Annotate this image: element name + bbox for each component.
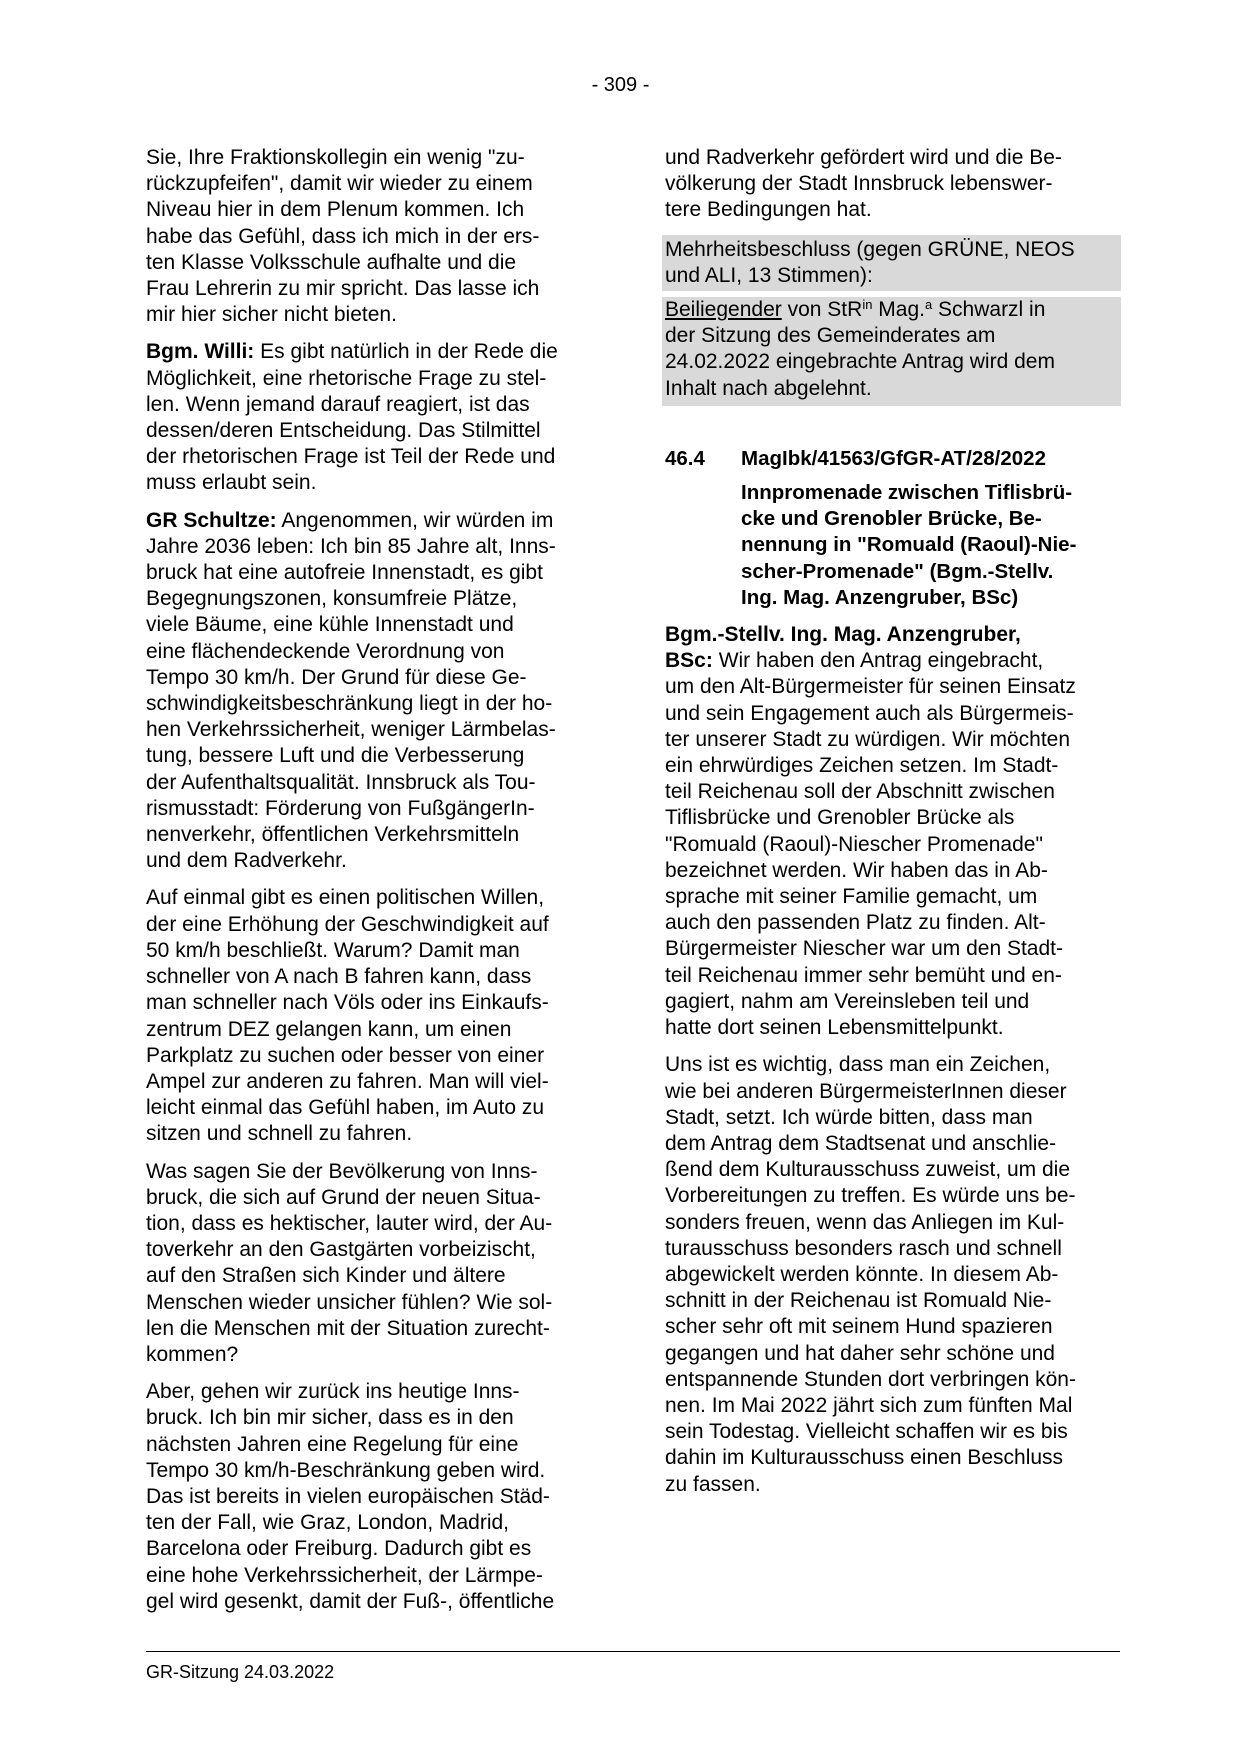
text-line: Begegnungszonen, konsumfreie Plätze, [146, 587, 518, 611]
text-line: schnitt in der Reichenau ist Romuald Nie- [665, 1289, 1052, 1313]
text-line: zu fassen. [665, 1472, 761, 1496]
footer-divider [146, 1651, 1120, 1652]
text-line: und dem Radverkehr. [146, 849, 347, 873]
speaker-name: Bgm.-Stellv. Ing. Mag. Anzengruber, [665, 623, 1021, 647]
text-span: Angenommen, wir würden im [276, 508, 554, 532]
text-line: 50 km/h beschließt. Warum? Damit man [146, 938, 520, 962]
text-line: auch den passenden Platz zu finden. Alt- [665, 911, 1046, 935]
text-line: der rhetorischen Frage ist Teil der Rede und [146, 445, 556, 469]
agenda-item-code: MagIbk/41563/GfGR-AT/28/2022 [741, 446, 1046, 470]
text-line: Was sagen Sie der Bevölkerung von Inns- [146, 1159, 538, 1183]
text-line: ein ehrwürdiges Zeichen setzen. Im Stadt- [665, 754, 1059, 778]
text-line: scher-Promenade" (Bgm.-Stellv. [741, 559, 1054, 583]
text-line: Tempo 30 km/h-Beschränkung geben wird. [146, 1458, 546, 1482]
paragraph [665, 1052, 1121, 1497]
text-line: toverkehr an den Gastgärten vorbeizischt, [146, 1238, 536, 1262]
text-line: habe das Gefühl, dass ich mich in der ers- [146, 224, 540, 248]
text-line [665, 297, 1117, 323]
text-line: schneller von A nach B fahren kann, dass [146, 965, 532, 989]
text-line: schwindigkeitsbeschränkung liegt in der ho- [146, 692, 553, 716]
text-line: der Aufenthaltsqualität. Innsbruck als Tou- [146, 770, 536, 794]
text-line: hen Verkehrssicherheit, weniger Lärmbelas- [146, 718, 556, 742]
left-column [146, 145, 598, 1626]
text-line: muss erlaubt sein. [146, 471, 317, 495]
text-line: nächsten Jahren eine Regelung für eine [146, 1432, 519, 1456]
paragraph [665, 145, 1121, 224]
text-line: cke und Grenobler Brücke, Be- [741, 507, 1042, 531]
text-line: ter unserer Stadt zu würdigen. Wir möchten [665, 727, 1071, 751]
text-line: dahin im Kulturausschuss einen Beschluss [665, 1446, 1064, 1470]
footer-session-date: GR-Sitzung 24.03.2022 [146, 1662, 335, 1682]
text-line: 24.02.2022 eingebrachte Antrag wird dem [665, 350, 1055, 374]
text-line: rismusstadt: Förderung von FußgängerIn- [146, 796, 535, 820]
text-line: Jahre 2036 leben: Ich bin 85 Jahre alt, Inns- [146, 534, 556, 558]
paragraph [146, 145, 598, 328]
text-line: kommen? [146, 1342, 239, 1366]
agenda-item-title [741, 480, 1121, 611]
text-span: von StR [781, 298, 863, 322]
text-line [146, 339, 598, 365]
text-line: auf den Straßen sich Kinder und ältere [146, 1264, 506, 1288]
text-line: eine hohe Verkehrssicherheit, der Lärmpe- [146, 1563, 543, 1587]
paragraph [146, 885, 598, 1147]
text-line [665, 648, 1121, 674]
text-line: turausschuss besonders rasch und schnell [665, 1236, 1062, 1260]
text-line: gagiert, nahm am Vereinsleben teil und [665, 989, 1030, 1013]
agenda-item-number: 46.4 [665, 446, 705, 470]
text-line: hatte dort seinen Lebensmittelpunkt. [665, 1016, 1004, 1040]
text-line: Parkplatz zu suchen oder besser von einer [146, 1043, 545, 1067]
paragraph [146, 508, 598, 875]
text-line: Ing. Mag. Anzengruber, BSc) [741, 585, 1019, 609]
text-span: Schwarzl in [932, 298, 1046, 322]
text-line: abgewickelt werden könnte. In diesem Ab- [665, 1262, 1059, 1286]
text-line: Vorbereitungen zu treffen. Es würde uns be- [665, 1184, 1076, 1208]
text-line: nennung in "Romuald (Raoul)-Nie- [741, 533, 1077, 557]
text-line: ten der Fall, wie Graz, London, Madrid, [146, 1511, 510, 1535]
text-span: Mag. [872, 298, 925, 322]
text-line: bruck. Ich bin mir sicher, dass es in den [146, 1406, 514, 1430]
text-line: Niveau hier in dem Plenum kommen. Ich [146, 198, 525, 222]
agenda-item-header [665, 446, 1121, 472]
text-span: Es gibt natürlich in der Rede die [254, 340, 558, 364]
text-line: Möglichkeit, eine rhetorische Frage zu stel- [146, 366, 547, 390]
text-line: um den Alt-Bürgermeister für seinen Einsatz [665, 675, 1076, 699]
text-line: Inhalt nach abgelehnt. [665, 376, 872, 400]
text-line: sein Todestag. Vielleicht schaffen wir es bis [665, 1420, 1068, 1444]
underlined-word: Beiliegender [665, 298, 782, 322]
text-line: "Romuald (Raoul)-Niescher Promenade" [665, 832, 1043, 856]
text-line: eine flächendeckende Verordnung von [146, 639, 505, 663]
text-line: Stadt, setzt. Ich würde bitten, dass man [665, 1105, 1033, 1129]
paragraph [146, 339, 598, 496]
speaker-name: BSc: [665, 649, 713, 673]
text-line: tion, dass es hektischer, lauter wird, der Au- [146, 1211, 553, 1235]
text-line: Das ist bereits in vielen europäischen Städ- [146, 1484, 550, 1508]
text-line: sonders freuen, wenn das Anliegen im Kul- [665, 1210, 1065, 1234]
text-line [146, 508, 598, 534]
text-line: Auf einmal gibt es einen politischen Willen, [146, 886, 545, 910]
text-line: entspannende Stunden dort verbringen kön- [665, 1367, 1076, 1391]
text-line: völkerung der Stadt Innsbruck lebenswer- [665, 172, 1053, 196]
speaker-name: Bgm. Willi: [146, 340, 255, 364]
text-line: der eine Erhöhung der Geschwindigkeit auf [146, 912, 549, 936]
text-line: len. Wenn jemand darauf reagiert, ist das [146, 392, 530, 416]
text-line: bezeichnet werden. Wir haben das in Ab- [665, 858, 1048, 882]
text-line: nen. Im Mai 2022 jährt sich zum fünften Mal [665, 1393, 1073, 1417]
text-line: Bürgermeister Niescher war um den Stadt- [665, 937, 1063, 961]
text-line: Uns ist es wichtig, dass man ein Zeichen, [665, 1053, 1051, 1077]
paragraph [665, 622, 1121, 1041]
resolution-box [662, 297, 1121, 406]
text-line: wie bei anderen BürgermeisterInnen dieser [665, 1079, 1067, 1103]
paragraph [146, 1379, 598, 1615]
text-line: und Radverkehr gefördert wird und die Be- [665, 146, 1062, 169]
text-line: Mehrheitsbeschluss (gegen GRÜNE, NEOS [665, 237, 1075, 261]
paragraph [146, 1159, 598, 1369]
text-line: und sein Engagement auch als Bürgermeis- [665, 701, 1074, 725]
text-line: Innpromenade zwischen Tiflisbrü- [741, 481, 1073, 505]
text-line: teil Reichenau immer sehr bemüht und en- [665, 963, 1062, 987]
text-line: tere Bedingungen hat. [665, 198, 872, 222]
text-line: rückzupfeifen", damit wir wieder zu einem [146, 172, 533, 196]
text-line: nenverkehr, öffentlichen Verkehrsmitteln [146, 823, 520, 847]
text-line: man schneller nach Völs oder ins Einkaufs- [146, 991, 549, 1015]
text-line: Aber, gehen wir zurück ins heutige Inns- [146, 1380, 520, 1404]
superscript: a [924, 297, 933, 313]
text-line: len die Menschen mit der Situation zurecht- [146, 1316, 550, 1340]
text-line: dem Antrag dem Stadtsenat und anschlie- [665, 1131, 1057, 1155]
speaker-name: GR Schultze: [146, 508, 277, 532]
superscript: in [862, 297, 873, 313]
text-line: Barcelona oder Freiburg. Dadurch gibt es [146, 1537, 532, 1561]
text-line: Sie, Ihre Fraktionskollegin ein wenig "zu- [146, 146, 525, 169]
text-line: der Sitzung des Gemeinderates am [665, 324, 996, 348]
text-line: und ALI, 13 Stimmen): [665, 263, 873, 287]
text-line: viele Bäume, eine kühle Innenstadt und [146, 613, 514, 637]
text-line: leicht einmal das Gefühl haben, im Auto zu [146, 1096, 545, 1120]
page-number: - 309 - [591, 74, 650, 96]
text-line: Tiflisbrücke und Grenobler Brücke als [665, 806, 1015, 830]
text-line: bruck hat eine autofreie Innenstadt, es gibt [146, 561, 543, 585]
text-line: Ampel zur anderen zu fahren. Man will viel- [146, 1069, 549, 1093]
text-line: sprache mit seiner Familie gemacht, um [665, 885, 1038, 909]
text-line: scher sehr oft mit seinem Hund spazieren [665, 1315, 1053, 1339]
text-line: gel wird gesenkt, damit der Fuß-, öffentliche [146, 1589, 555, 1613]
text-line: teil Reichenau soll der Abschnitt zwischen [665, 780, 1055, 804]
text-line: tung, bessere Luft und die Verbesserung [146, 744, 525, 768]
text-line: ßend dem Kulturausschuss zuweist, um die [665, 1158, 1071, 1182]
vote-result-box [662, 235, 1121, 291]
text-line: Menschen wieder unsicher fühlen? Wie sol- [146, 1290, 553, 1314]
text-line: zentrum DEZ gelangen kann, um einen [146, 1017, 512, 1041]
text-line: Frau Lehrerin zu mir spricht. Das lasse ich [146, 277, 540, 301]
text-line: sitzen und schnell zu fahren. [146, 1122, 413, 1146]
text-line: ten Klasse Volksschule aufhalte und die [146, 250, 517, 274]
text-span: Wir haben den Antrag eingebracht, [712, 649, 1044, 673]
text-line: dessen/deren Entscheidung. Das Stilmittel [146, 419, 541, 443]
text-line: bruck, die sich auf Grund der neuen Situa- [146, 1185, 541, 1209]
text-line: Tempo 30 km/h. Der Grund für diese Ge- [146, 665, 527, 689]
right-column [665, 145, 1121, 1509]
text-line: gegangen und hat daher sehr schöne und [665, 1341, 1055, 1365]
text-line: mir hier sicher nicht bieten. [146, 303, 397, 327]
